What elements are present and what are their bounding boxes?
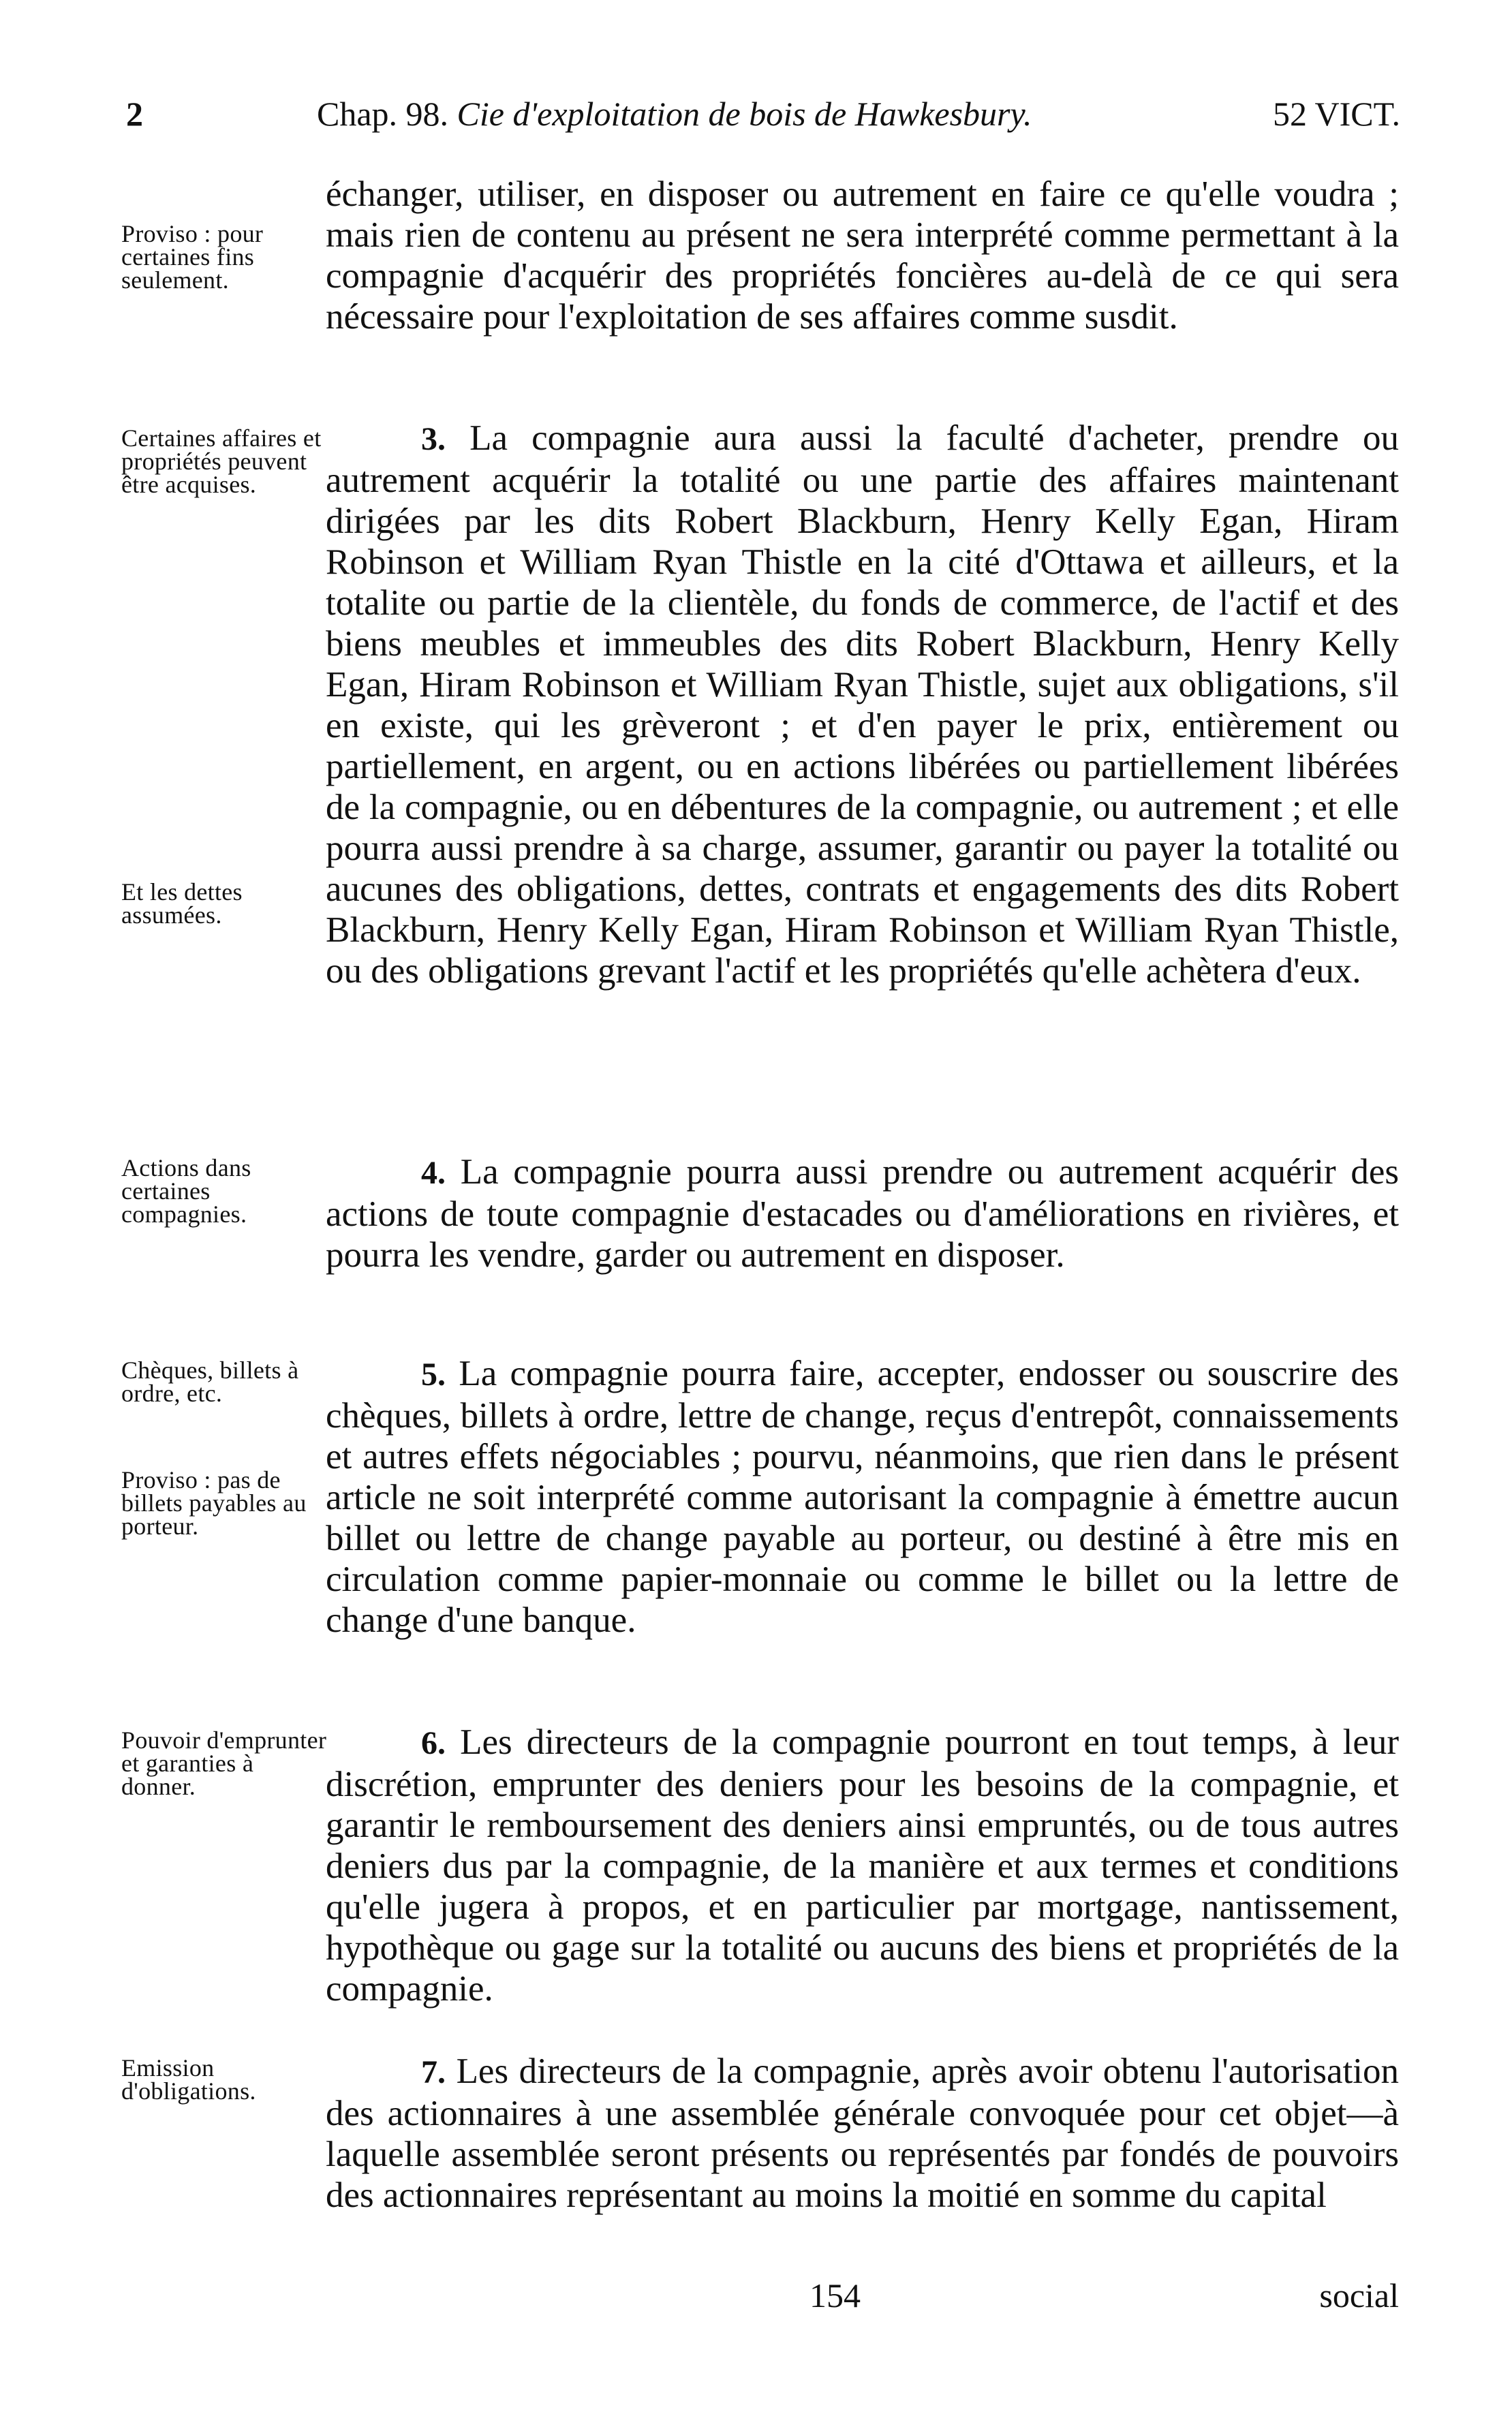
paragraph-continuation: échanger, utiliser, en disposer ou autrement en faire ce qu'elle voudra ; mais rien de contenu au présent ne sera interprété comme permettant à la compagnie d'acquérir des propriétés foncières au-delà de ce qui sera nécessaire pour l'exploitation de ses affaires comme susdit.: [326, 174, 1399, 337]
margin-note-actions: Actions dans certaines compagnies.: [121, 1154, 251, 1228]
section-7-number: 7.: [421, 2054, 446, 2090]
page-footer: [326, 2276, 1399, 2317]
chapter-label: Chap. 98.: [317, 95, 449, 133]
margin-note-proviso-billets: Proviso : pas de billets payables au porteur.: [121, 1466, 307, 1540]
act-title: Cie d'exploitation de bois de Hawkesbury.: [457, 95, 1032, 133]
section-3-text: La compagnie aura aussi la faculté d'acheter, prendre ou autrement acquérir la totalité ou une partie des affaires maintenant dirigées par les dits Robert Blackburn, Henry Kelly Egan, Hiram Robinson et William Ryan Thistle en la cité d'Ottawa et ailleurs, et la totalite ou partie de la clientèle, du fonds de commerce, de l'actif et des biens meubles et immeubles des dits Robert Blackburn, Henry Kelly Egan, Hiram Robinson et William Ryan Thistle, sujet aux obligations, s'il en existe, qui les grèveront ; et d'en payer le prix, entièrement ou partiellement, en argent, ou en actions libérées ou partiellement libérées de la compagnie, ou en débentures de la compagnie, ou autrement ; et elle pourra aussi prendre à sa charge, assumer, garantir ou payer la totalité ou aucunes des obligations, dettes, contrats et engagements des dits Robert Blackburn, Henry Kelly Egan, Hiram Robinson et William Ryan Thistle, ou des obligations grevant l'actif et les propriétés qu'elle achètera d'eux.: [326, 418, 1399, 991]
margin-note-proviso-fins: Proviso : pour certaines fins seulement.: [121, 220, 264, 294]
page-number: 2: [126, 95, 143, 133]
section-5-text: La compagnie pourra faire, accepter, endosser ou souscrire des chèques, billets à ordre, lettre de change, reçus d'entrepôt, connaissements et autres effets négociables ; pourvu, néanmoins, que rien dans le présent article ne soit interprété comme autorisant la compagnie à émettre aucun billet ou lettre de change payable au porteur, ou destiné à être mis en circulation comme papier-monnaie ou comme le billet ou la lettre de change d'une banque.: [326, 1354, 1400, 1640]
margin-note-pouvoir: Pouvoir d'emprunter et garanties à donner.: [121, 1727, 327, 1800]
margin-note-dettes: Et les dettes assumées.: [121, 878, 243, 929]
section-6: [326, 1722, 1399, 2009]
regnal-year: 52 VICT.: [1272, 95, 1400, 133]
section-5: [326, 1353, 1399, 1641]
margin-note-emission: Emission d'obligations.: [121, 2054, 256, 2105]
section-4-text: La compagnie pourra aussi prendre ou autrement acquérir des actions de toute compagnie d'estacades ou d'améliorations en rivières, et pourra les vendre, garder ou autrement en disposer.: [326, 1152, 1400, 1275]
printed-page-number: 154: [809, 2276, 861, 2314]
section-7-text: Les directeurs de la compagnie, après avoir obtenu l'autorisation des actionnaires à une assemblée générale convoquée pour cet objet—à laquelle assemblée seront présents ou représentés par fondés de pouvoirs des actionnaires représentant au moins la moitié en somme du capital: [326, 2051, 1400, 2215]
section-5-number: 5.: [421, 1357, 446, 1393]
catchword: social: [1319, 2276, 1399, 2314]
margin-note-cheques: Chèques, billets à ordre, etc.: [121, 1357, 299, 1407]
section-3-number: 3.: [421, 421, 446, 457]
section-4-number: 4.: [421, 1155, 446, 1191]
running-header: [126, 94, 1400, 135]
margin-note-certaines-affaires: Certaines affaires et propriétés peuvent être acquises.: [121, 424, 322, 498]
section-6-text: Les directeurs de la compagnie pourront en tout temps, à leur discrétion, emprunter des deniers pour les besoins de la compagnie, et garantir le remboursement des deniers ainsi empruntés, ou de tous autres deniers dus par la compagnie, de la manière et aux termes et conditions qu'elle jugera à propos, et en particulier par mortgage, nantissement, hypothèque ou gage sur la totalité ou aucuns des biens et propriétés de la compagnie.: [326, 1722, 1399, 2009]
section-7: [326, 2051, 1399, 2216]
section-6-number: 6.: [421, 1725, 446, 1761]
running-title: [317, 94, 1032, 134]
section-4: [326, 1151, 1399, 1275]
section-3: [326, 418, 1399, 991]
